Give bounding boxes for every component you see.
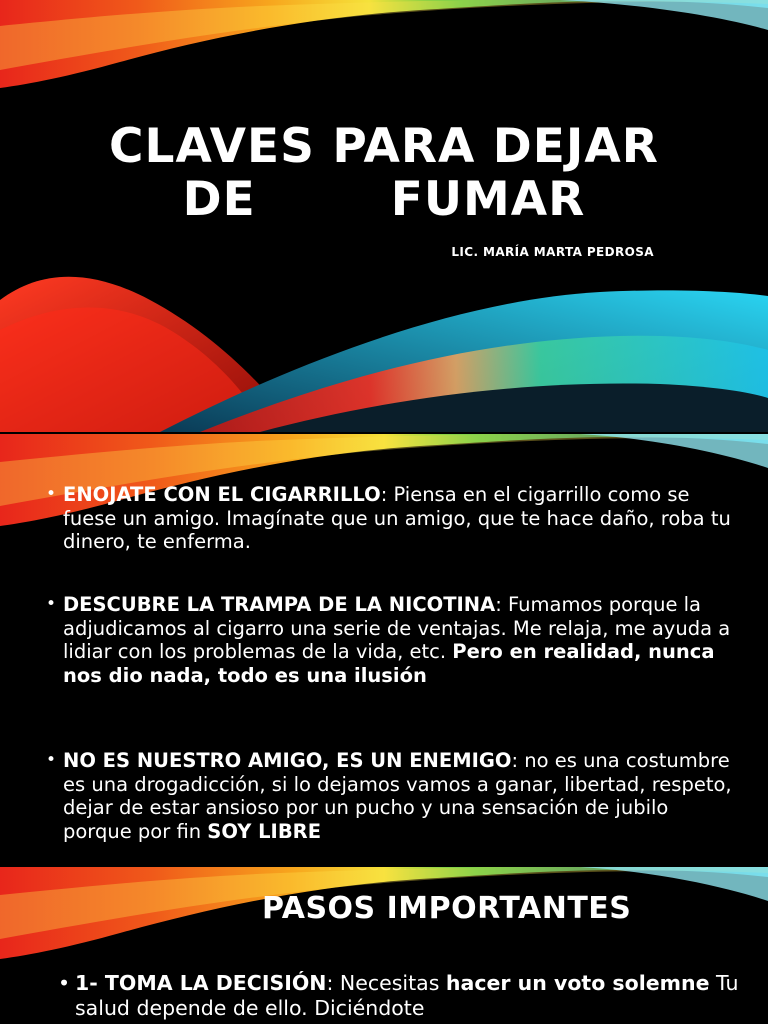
bullet-dot-icon: • — [58, 971, 71, 995]
author-subtitle: LIC. MARÍA MARTA PEDROSA — [451, 245, 654, 259]
bullet-dot-icon: • — [46, 484, 57, 504]
bullet-emphasis: hacer un voto solemne — [445, 971, 710, 995]
bullet-dot-icon: • — [46, 750, 57, 770]
slide-title-word-de: DE — [182, 172, 256, 227]
bullet-text: : Piensa en el cigarrillo como se fuese un amigo. Imagínate que un amigo, que te hace daño, roba tu dinero, te enferma. — [63, 483, 731, 553]
bullet-dot-icon: • — [46, 594, 57, 614]
bullet-toma-decision — [58, 971, 748, 1021]
bullet-heading: 1- TOMA LA DECISIÓN — [75, 971, 327, 995]
slide-title-line-2 — [0, 174, 768, 226]
bullet-emphasis: SOY LIBRE — [207, 819, 322, 843]
slide-title-word-fumar: FUMAR — [390, 172, 586, 227]
bullet-emphasis: Pero en realidad, nunca nos dio nada, todo es una ilusión — [63, 640, 715, 687]
bullet-text: : no es una costumbre es una drogadicción, si lo dejamos vamos a ganar, libertad, respeto, dejar de estar ansioso por un pucho y una sensación de jubilo porque por fin — [63, 749, 732, 843]
bullet-enojate — [46, 483, 736, 554]
slide-3-title: PASOS IMPORTANTES — [262, 891, 632, 926]
bullet-text: : Necesitas — [326, 971, 446, 995]
bullet-heading: DESCUBRE LA TRAMPA DE LA NICOTINA — [63, 593, 496, 616]
bullet-text: : Fumamos porque la adjudicamos al cigarro una serie de ventajas. Me relaja, me ayuda a lidiar con los problemas de la vida, etc. — [63, 593, 731, 663]
bullet-no-es-amigo — [46, 749, 736, 843]
bullet-descubre — [46, 593, 736, 687]
bullet-text-2: Tu salud depende de ello. Diciéndote — [75, 971, 739, 1020]
slide-title-line-1: CLAVES PARA DEJAR — [109, 119, 659, 174]
bullet-heading: ENOJATE CON EL CIGARRILLO — [63, 483, 381, 506]
bullet-heading: NO ES NUESTRO AMIGO, ES UN ENEMIGO — [63, 749, 512, 772]
title-slide — [0, 0, 768, 432]
